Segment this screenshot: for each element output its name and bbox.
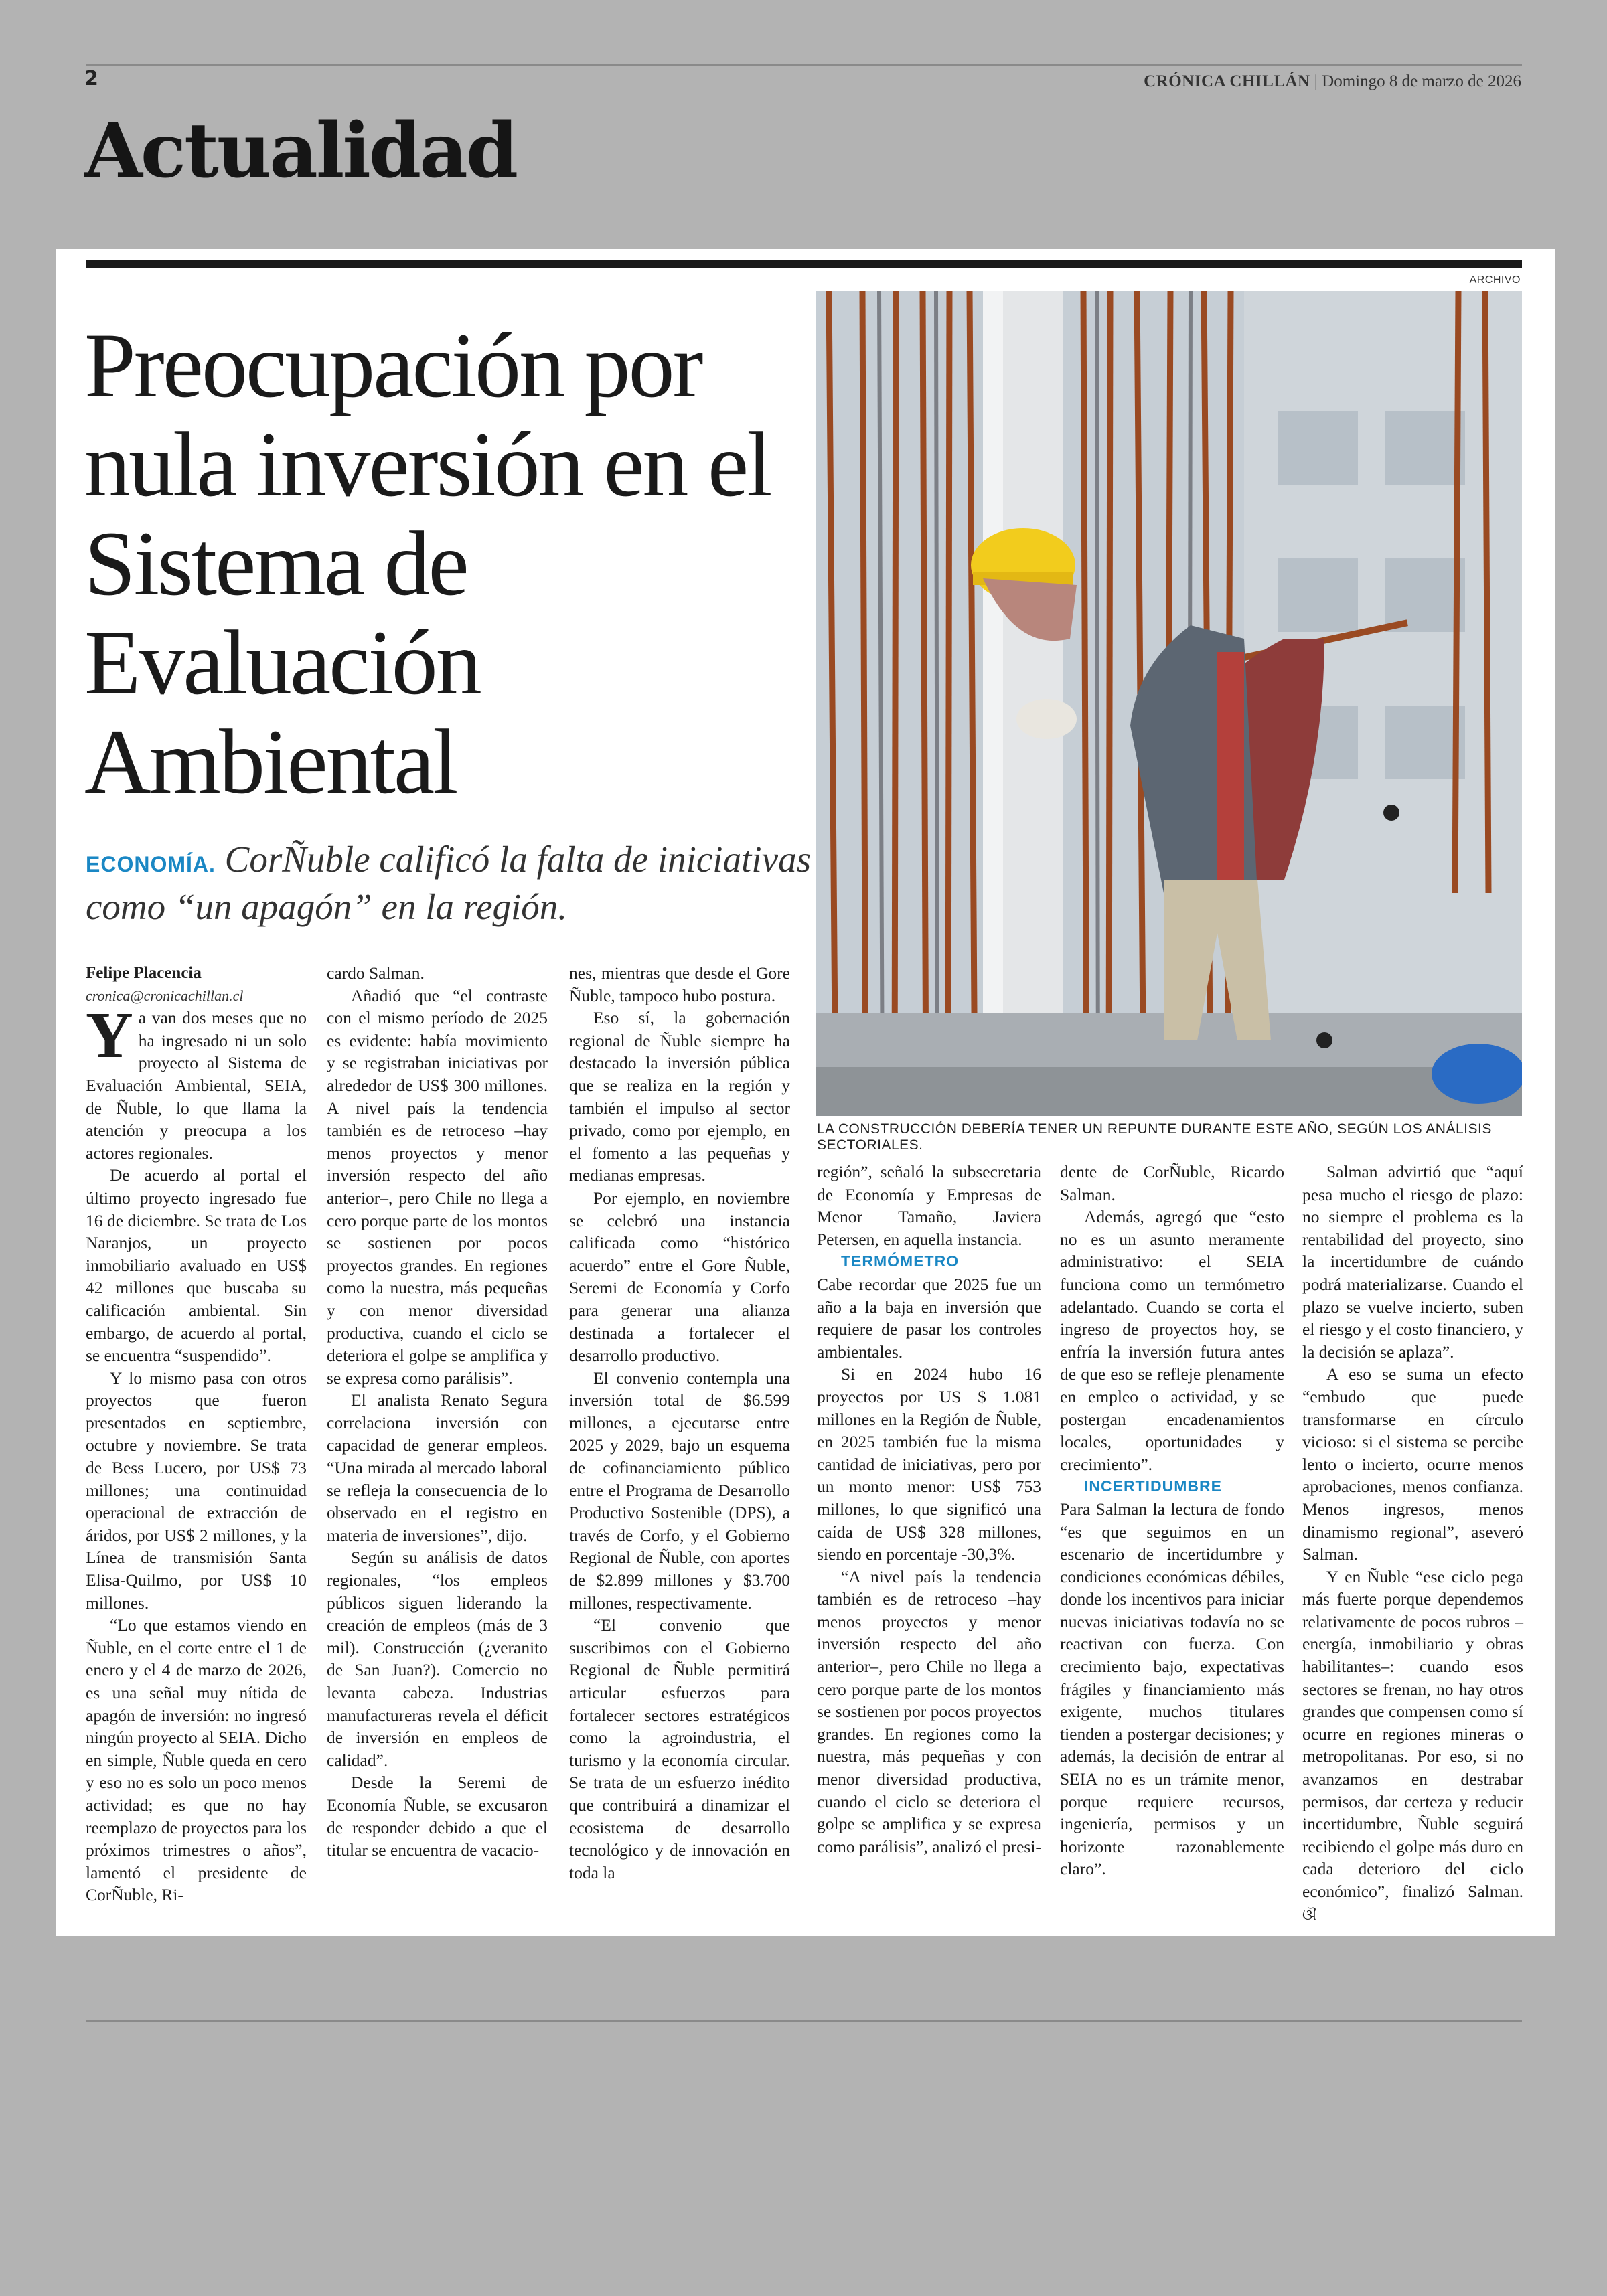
article-paragraph: “El convenio que suscribimos con el Gobierno Regional de Ñuble permitirá articular esfuerzos para fortalecer sectores estratégicos como la agroindustria, el turismo y la economía circular. Se trata de un esfuerzo inédito que contribuirá a dinamizar el ecosistema de desarrollo tecnológico y de innovación en toda la [569, 1615, 790, 1882]
article-paragraph: De acuerdo al portal el último proyecto ingresado fue 16 de diciembre. Se trata de Los Naranjos, un proyecto inmobiliario avaluado en US$ 42 millones que buscaba su calificación ambiental. Sin embargo, de acuerdo al portal, se encuentra “suspendido”. [86, 1165, 307, 1366]
article-column-4 [817, 1161, 1041, 1858]
article-column-2 [327, 962, 548, 1862]
deck [86, 838, 842, 928]
subhead-termometro: TERMÓMETRO [841, 1252, 960, 1270]
article-column-1 [86, 962, 307, 1906]
dateline: CRÓNICA CHILLÁN | Domingo 8 de marzo de 2026 [1144, 72, 1521, 90]
subhead-incertidumbre: INCERTIDUMBRE [1084, 1477, 1222, 1495]
deck-text: CorÑuble calificó la falta de iniciativas como “un apagón” en la región. [86, 839, 811, 927]
construction-photo [816, 291, 1522, 1116]
footer-rule [86, 2020, 1522, 2022]
article-paragraph: Según su análisis de datos regionales, “los empleos públicos siguen liderando la creación de empleos (más de 3 mil). Construcción (¿veranito de San Juan?). Comercio no levanta cabeza. Industrias manufactureras revela el déficit de inversión en empleos de calidad”. [327, 1548, 548, 1770]
article-paragraph: “A nivel país la tendencia también es de retroceso –hay menos proyectos y menor inversión respecto del año anterior–, pero Chile no llega a cero porque parte de los montos se sostienen por pocos proyectos grandes. En regiones como la nuestra, más pequeñas y con menor diversidad productiva, cuando el ciclo se deteriora el golpe se amplifica y se expresa como parálisis”, analizó el presi- [817, 1566, 1041, 1856]
article-paragraph: Por ejemplo, en noviembre se celebró una instancia calificada como “histórico acuerdo” entre el Gore Ñuble, Seremi de Economía y Corfo para generar una alianza destinada a fortalecer el desarrollo productivo. [569, 1187, 790, 1366]
header-rule-top [86, 64, 1522, 66]
photo-caption: LA CONSTRUCCIÓN DEBERÍA TENER UN REPUNTE DURANTE ESTE AÑO, SEGÚN LOS ANÁLISIS SECTORIALES. [817, 1121, 1492, 1153]
article-column-6 [1302, 1161, 1523, 1926]
article-paragraph: A eso se suma un efecto “embudo que puede transformarse en círculo vicioso: si el sistema se percibe lento o incierto, ocurre menos aprobaciones, menos confianza. Menos ingresos, menos dinamismo regional”, aseveró Salman. [1302, 1364, 1523, 1564]
article-column-3 [569, 962, 790, 1884]
article-paragraph: región”, señaló la subsecretaria de Economía y Empresas de Menor Tamaño, Javiera Petersen, en aquella instancia. [817, 1162, 1041, 1249]
article-paragraph: Salman advirtió que “aquí pesa mucho el riesgo de plazo: no siempre el problema es la rentabilidad del proyecto, sino la incertidumbre de cuándo podrá materializarse. Cuando el plazo se vuelve incierto, suben el riesgo y el costo financiero, y la decisión se aplaza”. [1302, 1162, 1523, 1362]
article-column-5 [1060, 1161, 1284, 1880]
article-paragraph: El convenio contempla una inversión total de $6.599 millones, a ejecutarse entre 2025 y 2029, bajo un esquema de cofinanciamiento público entre el Programa de Desarrollo Productivo Sostenible (DPS), a través de Corfo, y el Gobierno Regional de Ñuble, con aportes de $2.899 millones y $3.700 millones, respectivamente. [569, 1368, 790, 1613]
drop-cap: Y [86, 999, 133, 1072]
kicker: ECONOMÍA. [86, 852, 216, 876]
author-name: Felipe Placencia [86, 964, 202, 982]
article-paragraph: Cabe recordar que 2025 fue un año a la baja en inversión que requiere de pasar los controles ambientales. [817, 1274, 1041, 1362]
article-paragraph: dente de CorÑuble, Ricardo Salman. [1060, 1162, 1284, 1204]
issue-date: Domingo 8 de marzo de 2026 [1322, 72, 1521, 90]
article-paragraph: Desde la Seremi de Economía Ñuble, se excusaron de responder debido a que el titular se encuentra de vacacio- [327, 1773, 548, 1860]
headline: Preocupación por nula inversión en el Sistema de Evaluación Ambiental [84, 314, 771, 813]
article-paragraph: cardo Salman. [327, 963, 425, 983]
article-paragraph: El analista Renato Segura correlaciona inversión con capacidad de generar empleos. “Una mirada al mercado laboral se refleja la consecuencia de lo observado en el registro en materia de inversiones”, dijo. [327, 1390, 548, 1545]
article-paragraph: Además, agregó que “esto no es un asunto meramente administrativo: el SEIA funciona como un termómetro adelantado. Cuando se corta el ingreso de proyectos hoy, se enfría la inversión futura antes de que eso se refleje plenamente en empleo o actividad, y se postergan encadenamientos locales, oportunidades y crecimiento”. [1060, 1207, 1284, 1474]
article-paragraph: Y lo mismo pasa con otros proyectos que fueron presentados en septiembre, octubre y noviembre. Se trata de Bess Lucero, por US$ 73 millones; una continuidad operacional de extracción de áridos, por US$ 2 millones, y la Línea de transmisión Santa Elisa-Quilmo, por US$ 10 millones. [86, 1368, 307, 1613]
publication-name: CRÓNICA CHILLÁN [1144, 72, 1310, 90]
author-email: cronica@cronicachillan.cl [86, 987, 244, 1004]
section-title: Actualidad [84, 107, 517, 195]
article-paragraph: Eso sí, la gobernación regional de Ñuble siempre ha destacado la inversión pública que se realiza en la región y también el impulso al sector privado, como por ejemplo, en el fomento a las pequeñas y medianas empresas. [569, 1008, 790, 1185]
article-paragraph: Para Salman la lectura de fondo “es que seguimos en un escenario de incertidumbre y condiciones económicas débiles, donde los incentivos para iniciar nuevas iniciativas todavía no se reactivan con fuerza. Con crecimiento bajo, expectativas frágiles y financiamiento más exigente, muchos titulares tienden a postergar decisiones; y además, la decisión de entrar al SEIA no es un trámite menor, porque requiere recursos, ingeniería, permisos y un horizonte razonablemente claro”. [1060, 1499, 1284, 1879]
article-paragraph: Ya van dos meses que no ha ingresado ni un solo proyecto al Sistema de Evaluación Ambiental, SEIA, de Ñuble, lo que llama la atención y preocupa a los actores regionales. [86, 999, 307, 1163]
article-paragraph: Añadió que “el contraste con el mismo período de 2025 es evidente: había movimiento y se registraban iniciativas por alrededor de US$ 300 millones. A nivel país la tendencia también es de retroceso –hay menos proyectos y menor inversión respecto del año anterior–, pero Chile no llega a cero porque parte de los montos se sostienen por pocos proyectos grandes. En regiones como la nuestra, más pequeñas y con menor diversidad productiva, cuando el ciclo se deteriora el golpe se amplifica y se expresa como parálisis”. [327, 985, 548, 1388]
end-mark-icon: ଔ [1302, 1906, 1317, 1924]
article-paragraph: Y en Ñuble “ese ciclo pega más fuerte porque dependemos relativamente de pocos rubros –energía, inmobiliario y obras habilitantes–: cuando esos sectores se frenan, no hay otros grandes que compensen como sí ocurre en regiones mineras o metropolitanas. Por eso, si no avanzamos en destrabar permisos, dar certeza y reducir incertidumbre, Ñuble seguirá recibiendo el golpe más duro en cada deterioro del ciclo económico”, finalizó Salman. ଔ [1302, 1566, 1523, 1924]
page-number: 2 [84, 67, 98, 90]
article-paragraph: Si en 2024 hubo 16 proyectos por US $ 1.081 millones en la Región de Ñuble, en 2025 también fue la misma cantidad de iniciativas, pero por un monto menor: US$ 753 millones, lo que significó una caída de US$ 328 millones, siendo en porcentaje -30,3%. [817, 1364, 1041, 1564]
article-panel [56, 249, 1555, 1936]
photo-credit: ARCHIVO [1469, 274, 1521, 286]
article-paragraph: nes, mientras que desde el Gore Ñuble, tampoco hubo postura. [569, 963, 790, 1005]
article-paragraph: “Lo que estamos viendo en Ñuble, en el corte entre el 1 de enero y el 4 de marzo de 2026, es una señal muy nítida de apagón de inversión: no ingresó ningún proyecto al SEIA. Dicho en simple, Ñuble queda en cero y eso no es solo un poco menos actividad; es que no hay reemplazo de proyectos para los próximos trimestres o años”, lamentó el presidente de CorÑuble, Ri- [86, 1615, 307, 1905]
article-top-bar [86, 260, 1522, 268]
